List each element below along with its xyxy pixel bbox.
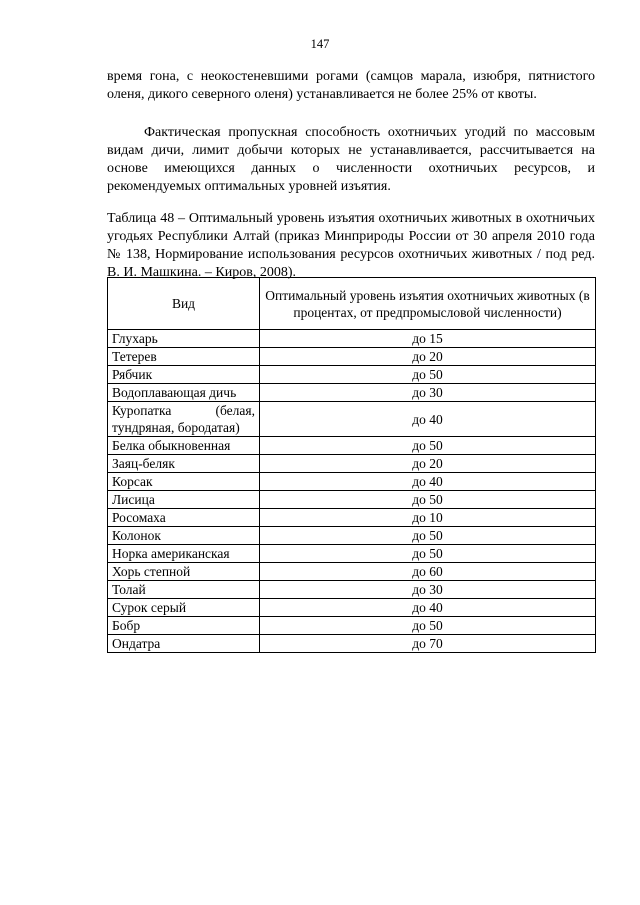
page-number: 147 [310,37,330,51]
rate-cell: до 50 [260,437,596,455]
rate-cell: до 20 [260,348,596,366]
species-cell: Росомаха [108,509,260,527]
paragraph-capacity: Фактическая пропускная способность охотничьих угодий по массовым видам дичи, лимит добычи которых не устанавливается, рассчитывается на основе имеющихся данных о численности охотничьих ресурсов, и рекомендуемых оптимальных уровней изъятия. [107,125,595,194]
table-row [108,581,596,599]
species-cell: Куропатка (белая, тундряная, бородатая) [108,402,260,437]
table-row [108,437,596,455]
header-rate: Оптимальный уровень изъятия охотничьих животных (в процентах, от предпромысловой численности) [260,278,596,330]
species-cell: Глухарь [108,330,260,348]
rate-cell: до 50 [260,491,596,509]
species-cell: Ондатра [108,635,260,653]
species-cell: Заяц-беляк [108,455,260,473]
species-cell: Хорь степной [108,563,260,581]
rate-cell: до 30 [260,581,596,599]
table-row [108,617,596,635]
table-row [108,599,596,617]
rate-cell: до 40 [260,402,596,437]
rate-cell: до 70 [260,635,596,653]
species-cell: Толай [108,581,260,599]
rate-cell: до 50 [260,527,596,545]
table-row [108,527,596,545]
table-row [108,473,596,491]
species-cell: Норка американская [108,545,260,563]
table-row [108,384,596,402]
species-cell: Тетерев [108,348,260,366]
table-row [108,545,596,563]
table-row [108,402,596,437]
harvest-rate-table [107,277,596,653]
rate-cell: до 10 [260,509,596,527]
species-cell: Лисица [108,491,260,509]
table-body [108,330,596,653]
rate-cell: до 40 [260,473,596,491]
rate-cell: до 15 [260,330,596,348]
header-species: Вид [108,278,260,330]
rate-cell: до 50 [260,366,596,384]
rate-cell: до 50 [260,545,596,563]
rate-cell: до 60 [260,563,596,581]
table-row [108,455,596,473]
table-header-row [108,278,596,330]
species-cell: Водоплавающая дичь [108,384,260,402]
rate-cell: до 50 [260,617,596,635]
table-row [108,509,596,527]
table-row [108,491,596,509]
species-cell: Рябчик [108,366,260,384]
species-cell: Корсак [108,473,260,491]
table-row [108,330,596,348]
table-row [108,348,596,366]
paragraph-rut-quota: время гона, с неокостеневшими рогами (самцов марала, изюбря, пятнистого оленя, дикого северного оленя) устанавливается не более 25% от квоты. [107,69,595,102]
table-row [108,635,596,653]
rate-cell: до 40 [260,599,596,617]
species-cell: Бобр [108,617,260,635]
species-cell: Белка обыкновенная [108,437,260,455]
species-cell: Сурок серый [108,599,260,617]
table-row [108,563,596,581]
table-row [108,366,596,384]
rate-cell: до 20 [260,455,596,473]
species-cell: Колонок [108,527,260,545]
table-caption: Таблица 48 – Оптимальный уровень изъятия охотничьих животных в охотничьих угодьях Республики Алтай (приказ Минприроды России от 30 апреля 2010 года № 138, Нормирование использования ресурсов охотничьих животных / под ред. В. И. Машкина. – Киров, 2008). [107,211,595,280]
rate-cell: до 30 [260,384,596,402]
